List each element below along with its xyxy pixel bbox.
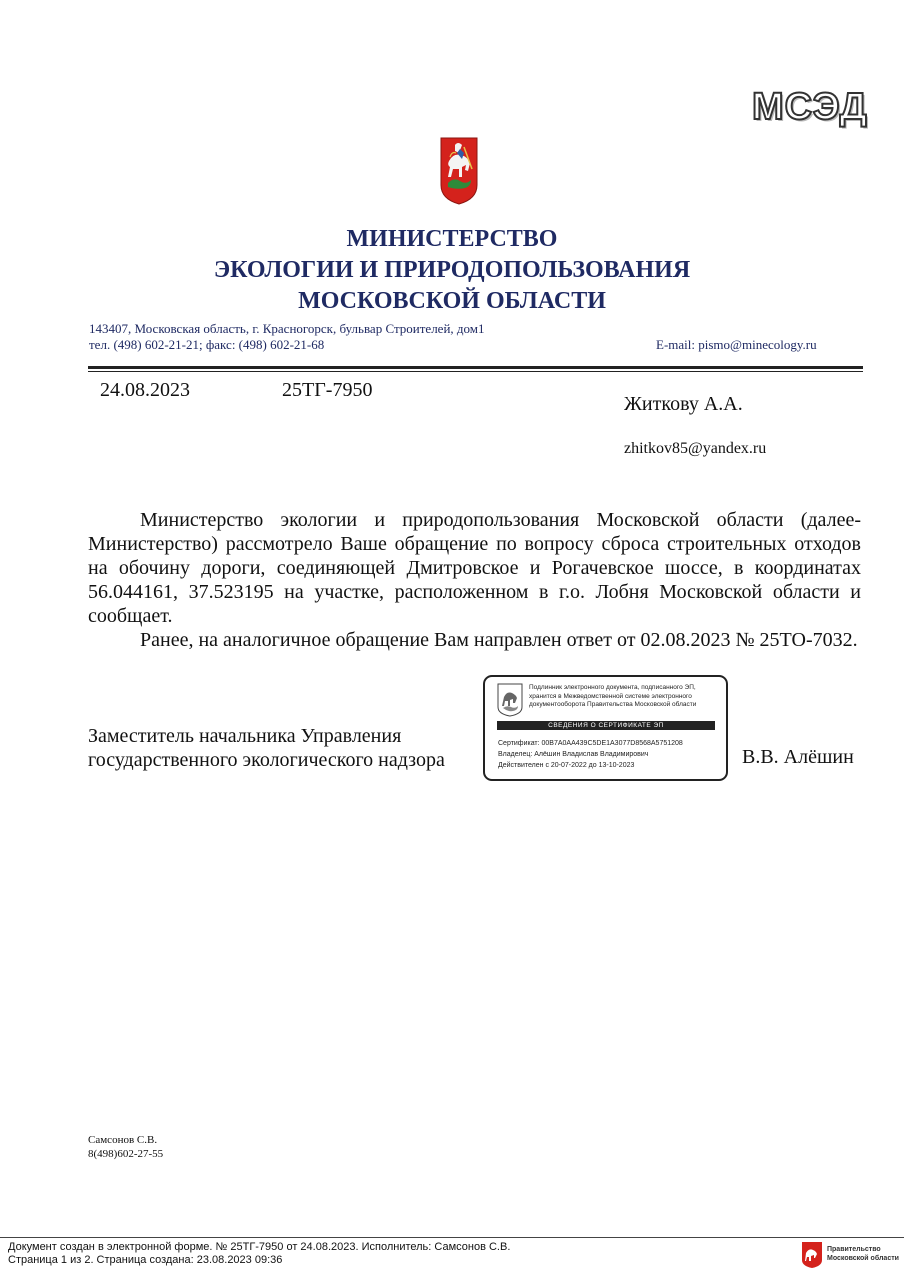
e-signature-validity: Действителен с 20-07-2022 до 13-10-2023 bbox=[498, 762, 635, 769]
ministry-contacts bbox=[89, 321, 485, 353]
letter-body bbox=[88, 508, 861, 652]
e-signature-certificate: Сертификат: 00B7A0AA439C5DE1A3077D8568A5751208 bbox=[498, 740, 683, 747]
ministry-email: E-mail: pismo@minecology.ru bbox=[656, 337, 817, 352]
letter-paragraph-1: Министерство экологии и природопользования Московской области (далее-Министерство) рассмотрело Ваше обращение по вопросу сброса строительных отходов на обочину дороги, соединяющей Дмитровское и Рогачевское шоссе, в координатах 56.044161, 37.523195 на участке, расположенном в г.о. Лобня Московской области и сообщает. bbox=[88, 509, 861, 627]
coat-of-arms-icon bbox=[497, 683, 523, 717]
recipient-name: Житкову А.А. bbox=[624, 393, 743, 415]
e-signature-stamp bbox=[483, 675, 728, 781]
e-signature-note: Подлинник электронного документа, подписанного ЭП, хранится в Межведомственной системе электронного документооборота Правительства Московской области bbox=[529, 684, 697, 708]
ministry-title-line1: МИНИСТЕРСТВО bbox=[346, 226, 558, 252]
e-signature-owner: Владелец: Алёшин Владислав Владимирович bbox=[498, 751, 649, 758]
footer-divider bbox=[0, 1237, 904, 1238]
letter-reg-number: 25ТГ-7950 bbox=[282, 379, 373, 401]
ministry-address: 143407, Московская область, г. Красногорск, бульвар Строителей, дом1 bbox=[89, 321, 485, 336]
header-divider-thick bbox=[88, 366, 863, 369]
coat-of-arms-icon bbox=[440, 137, 478, 205]
recipient-email: zhitkov85@yandex.ru bbox=[624, 440, 767, 457]
e-signature-header: СВЕДЕНИЯ О СЕРТИФИКАТЕ ЭП bbox=[497, 721, 715, 730]
ministry-phones: тел. (498) 602-21-21; факс: (498) 602-21-68 bbox=[89, 337, 325, 352]
letter-date: 24.08.2023 bbox=[100, 379, 190, 401]
government-logo-icon bbox=[801, 1241, 823, 1269]
executor-name: Самсонов С.В. bbox=[88, 1134, 158, 1146]
signer-name: В.В. Алёшин bbox=[742, 746, 854, 768]
executor-info bbox=[88, 1133, 163, 1161]
document-footer bbox=[8, 1241, 510, 1267]
ministry-title bbox=[0, 224, 904, 317]
header-divider-thin bbox=[88, 371, 863, 372]
ministry-title-line3: МОСКОВСКОЙ ОБЛАСТИ bbox=[298, 288, 606, 314]
footer-brand bbox=[827, 1245, 899, 1263]
signer-position bbox=[88, 724, 445, 772]
footer-line-2: Страница 1 из 2. Страница создана: 23.08.2023 09:36 bbox=[8, 1254, 283, 1266]
footer-brand-line2: Московской области bbox=[827, 1255, 899, 1262]
signer-position-line2: государственного экологического надзора bbox=[88, 749, 445, 771]
signer-position-line1: Заместитель начальника Управления bbox=[88, 725, 402, 747]
footer-line-1: Документ создан в электронной форме. № 25ТГ-7950 от 24.08.2023. Исполнитель: Самсонов С.В. bbox=[8, 1241, 511, 1253]
letter-paragraph-2: Ранее, на аналогичное обращение Вам направлен ответ от 02.08.2023 № 25ТО-7032. bbox=[140, 629, 858, 651]
msed-stamp: МСЭД bbox=[752, 86, 868, 128]
footer-brand-line1: Правительство bbox=[827, 1246, 881, 1253]
ministry-title-line2: ЭКОЛОГИИ И ПРИРОДОПОЛЬЗОВАНИЯ bbox=[213, 257, 691, 283]
executor-phone: 8(498)602-27-55 bbox=[88, 1148, 164, 1160]
